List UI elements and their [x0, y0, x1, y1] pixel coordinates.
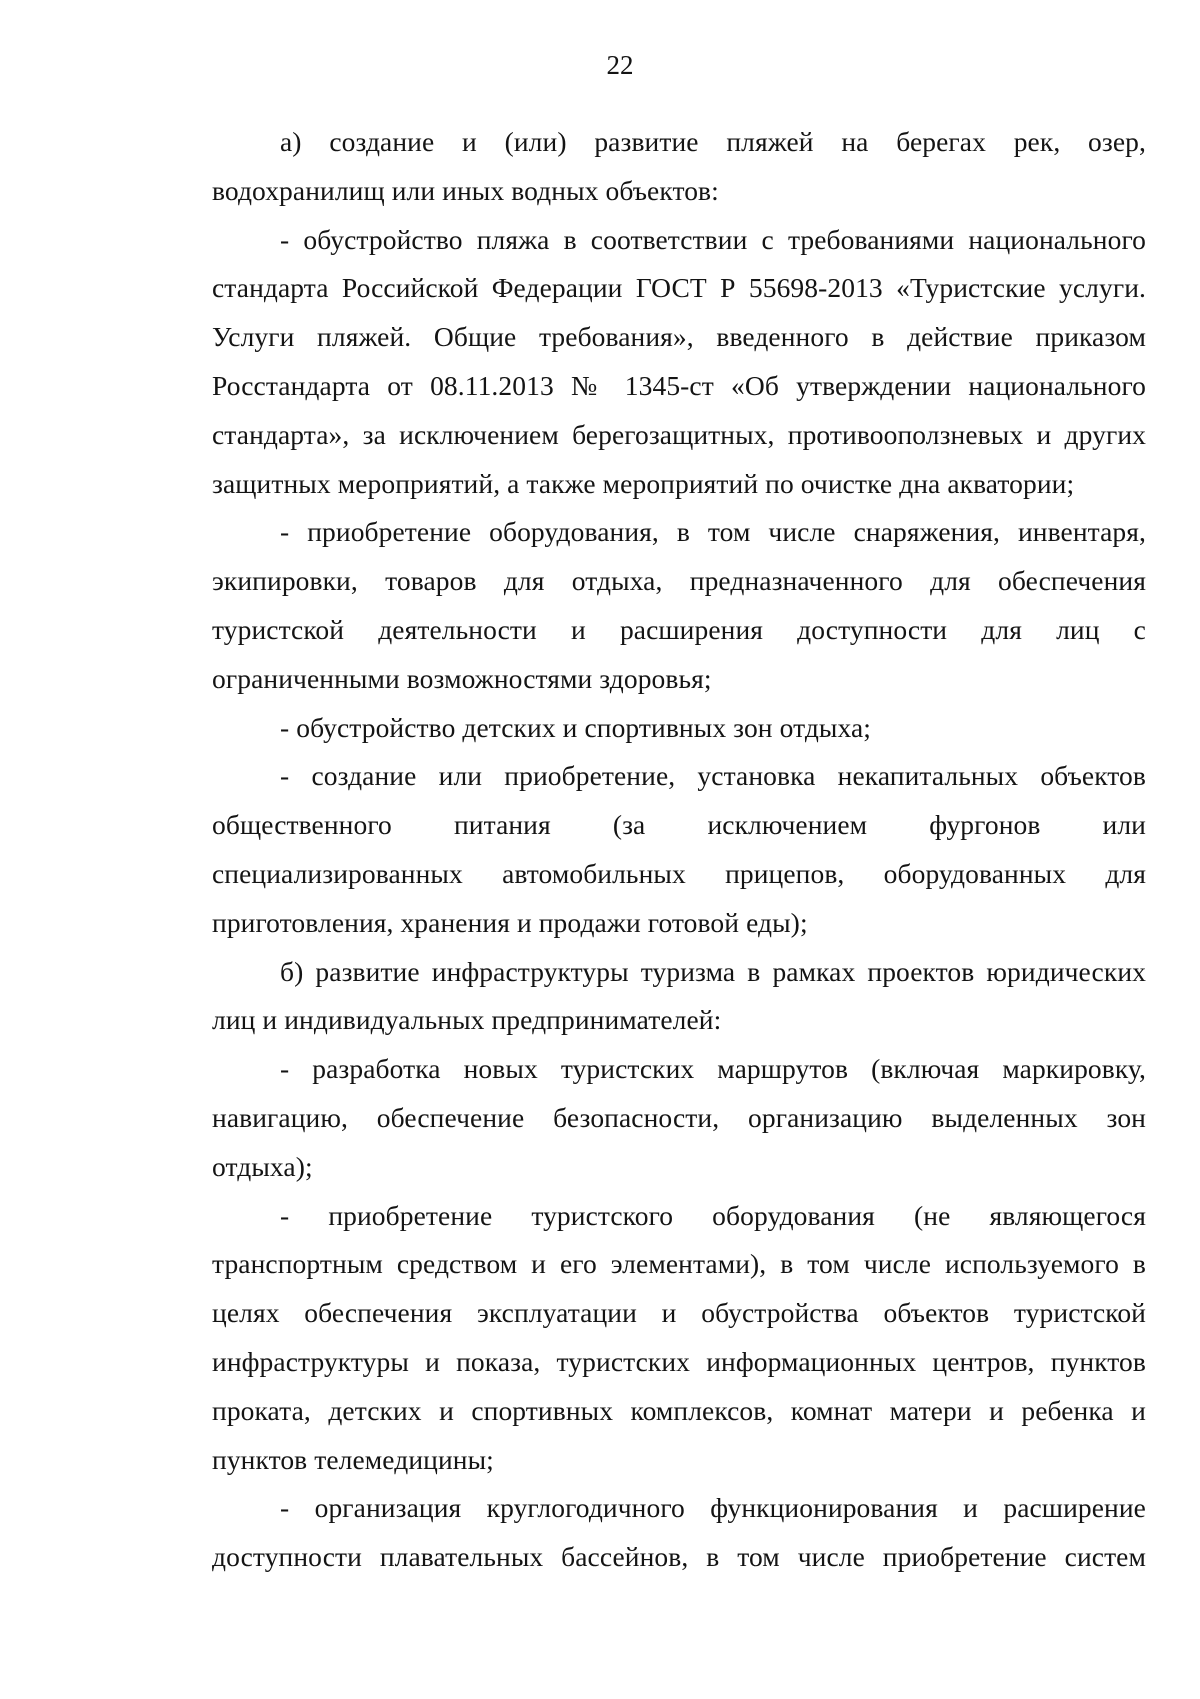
text-line: - обустройство детских и спортивных зон отдыха;: [280, 711, 872, 743]
text-line: водохранилищ или иных водных объектов:: [212, 174, 719, 206]
text-line: доступности плавательных бассейнов, в том числе приобретение систем: [212, 1541, 1146, 1573]
text-line: - приобретение туристского оборудования (не являющегося: [280, 1199, 1146, 1231]
paragraph-p6: [212, 948, 1146, 1046]
text-line: - приобретение оборудования, в том числе снаряжения, инвентаря,: [280, 516, 1146, 548]
text-line: защитных мероприятий, а также мероприятий по очистке дна акватории;: [212, 467, 1075, 499]
paragraph-p7: [212, 1045, 1146, 1191]
text-line: навигацию, обеспечение безопасности, организацию выделенных зон: [212, 1101, 1146, 1133]
text-line: - создание или приобретение, установка некапитальных объектов: [280, 760, 1146, 792]
paragraph-p1: [212, 118, 1146, 216]
text-line: туристской деятельности и расширения доступности для лиц с: [212, 613, 1146, 645]
text-line: приготовления, хранения и продажи готовой еды);: [212, 906, 808, 938]
text-line: целях обеспечения эксплуатации и обустройства объектов туристской: [212, 1297, 1146, 1329]
text-line: специализированных автомобильных прицепов, оборудованных для: [212, 857, 1146, 889]
page-number: 22: [606, 50, 634, 80]
text-line: - организация круглогодичного функционирования и расширение: [280, 1492, 1146, 1524]
paragraph-p5: [212, 752, 1146, 947]
text-line: б) развитие инфраструктуры туризма в рамках проектов юридических: [280, 955, 1146, 987]
text-line: а) создание и (или) развитие пляжей на берегах рек, озер,: [280, 126, 1146, 157]
text-line: экипировки, товаров для отдыха, предназначенного для обеспечения: [212, 565, 1146, 597]
text-line: ограниченными возможностями здоровья;: [212, 662, 712, 694]
text-line: общественного питания (за исключением фургонов или: [212, 809, 1146, 841]
text-line: стандарта», за исключением берегозащитных, противооползневых и других: [212, 418, 1146, 450]
document-body: [212, 118, 1146, 1582]
text-line: транспортным средством и его элементами), в том числе используемого в: [212, 1248, 1146, 1280]
text-line: стандарта Российской Федерации ГОСТ Р 55698-2013 «Туристские услуги.: [212, 272, 1146, 304]
text-line: проката, детских и спортивных комплексов, комнат матери и ребенка и: [212, 1394, 1146, 1426]
text-line: пунктов телемедицины;: [212, 1443, 494, 1475]
text-line: отдыха);: [212, 1150, 313, 1182]
text-line: - разработка новых туристских маршрутов (включая маркировку,: [280, 1053, 1146, 1085]
text-line: - обустройство пляжа в соответствии с требованиями национального: [280, 223, 1146, 255]
text-line: инфраструктуры и показа, туристских информационных центров, пунктов: [212, 1345, 1146, 1377]
text-line: лиц и индивидуальных предпринимателей:: [212, 1004, 722, 1036]
paragraph-p2: [212, 216, 1146, 509]
paragraph-p4: [212, 704, 1146, 753]
text-line: Услуги пляжей. Общие требования», введенного в действие приказом: [212, 321, 1146, 353]
paragraph-p9: [212, 1484, 1146, 1582]
text-line: Росстандарта от 08.11.2013 № 1345-ст «Об утверждении национального: [212, 369, 1146, 401]
paragraph-p3: [212, 508, 1146, 703]
paragraph-p8: [212, 1192, 1146, 1485]
